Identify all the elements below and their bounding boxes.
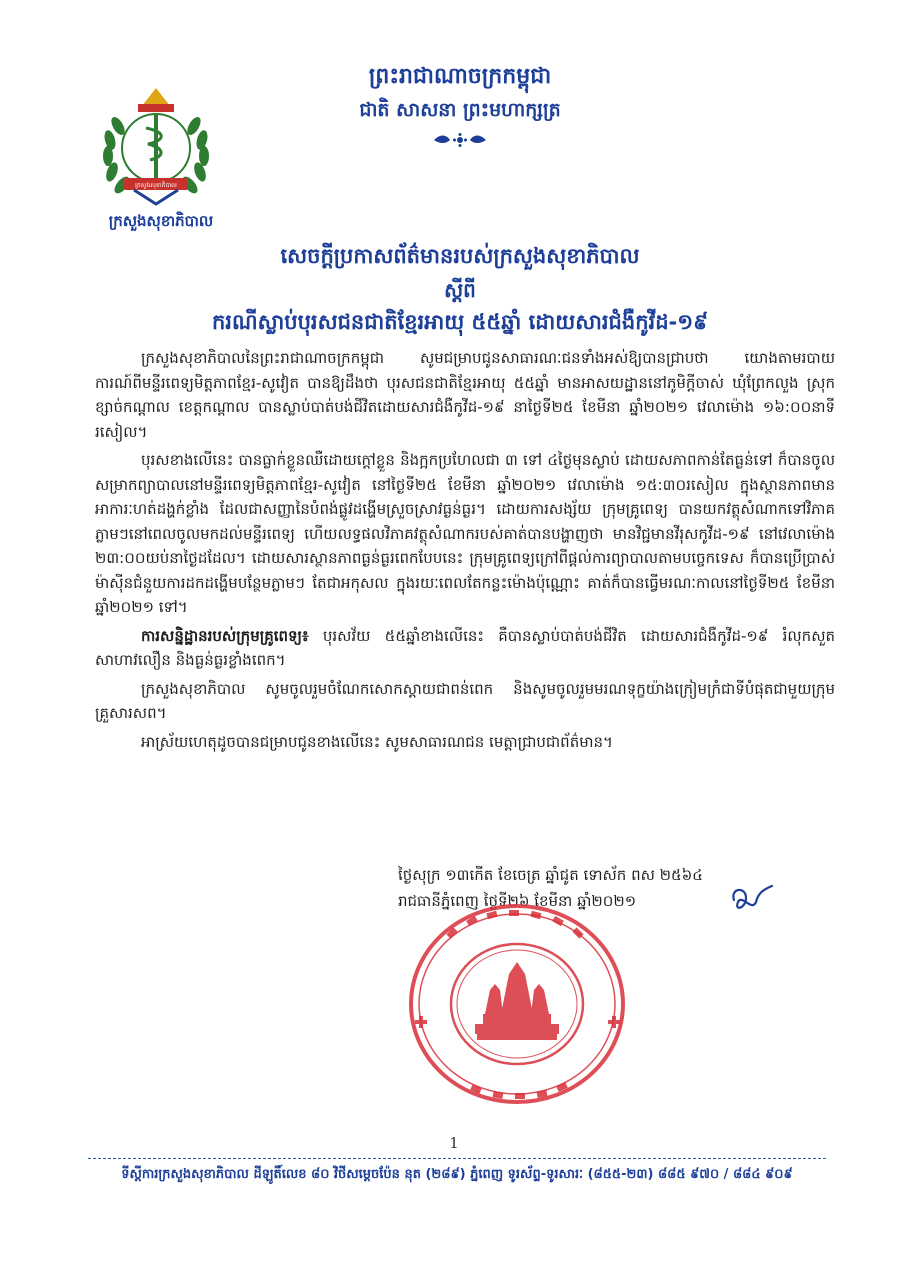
ministry-logo xyxy=(96,84,216,208)
paragraph-condolence: ក្រសួងសុខាភិបាល សូមចូលរួមចំណែកសោកស្តាយជាពន់ពេក និងសូមចូលរួមមរណទុក្ខយ៉ាងក្រៀមក្រំជាទីបំផុតជាមួយក្រុមគ្រួសារសព។ xyxy=(95,679,835,722)
footer-divider xyxy=(88,1158,826,1159)
lunar-date: ថ្ងៃសុក្រ ១៣កើត ខែចេត្រ ឆ្នាំជូត ទោស័ក ពស ២៥៦៤ xyxy=(398,866,703,884)
press-release-body xyxy=(95,346,835,758)
paragraph-report: ក្រសួងសុខាភិបាលនៃព្រះរាជាណាចក្រកម្ពុជា សូមជម្រាបជូនសាធារណៈជនទាំងអស់ឱ្យបានជ្រាបថា យោងតាមរបាយការណ៍ពីមន្ទីរពេទ្យមិត្តភាពខ្មែរ-សូវៀត បានឱ្យដឹងថា បុរសជនជាតិខ្មែរអាយុ ៥៥ឆ្នាំ មានអាសយដ្ឋាននៅភូមិក្តីចាស់ ឃុំព្រែកលួង ស្រុកខ្សាច់កណ្តាល ខេត្តកណ្តាល បានស្លាប់បាត់បង់ជីវិតដោយសារជំងឺកូវីដ-១៩ នាថ្ងៃទី២៥ ខែមីនា ឆ្នាំ២០២១ វេលាម៉ោង ១៦:០០នាទីរសៀល។ xyxy=(95,349,835,441)
page-number: 1 xyxy=(449,1134,459,1152)
ministry-name: ក្រសួងសុខាភិបាល xyxy=(108,212,214,230)
official-stamp-icon xyxy=(405,900,630,1108)
paragraph-closing: អាស្រ័យហេតុដូចបានជម្រាបជូនខាងលើនេះ សូមសាធារណជន មេត្តាជ្រាបជាព័ត៌មាន។ xyxy=(141,732,613,751)
kingdom-heading: ព្រះរាជាណាចក្រកម្ពុជា xyxy=(368,64,552,89)
solar-date: រាជធានីភ្នំពេញ ថ្ងៃទី២៦ ខែមីនា ឆ្នាំ២០២១ xyxy=(398,892,637,910)
ornament-divider-icon xyxy=(430,132,490,148)
title-about: ស្តីពី xyxy=(444,278,476,302)
paragraph-details: បុរសខាងលើនេះ បានធ្លាក់ខ្លួនឈឺដោយក្តៅខ្លួន និងក្អកប្រហែលជា ៣ ទៅ ៤ថ្ងៃមុនស្លាប់ ដោយសភាពកាន់តែធ្ងន់ទៅ ក៏បានចូលសម្រាកព្យាបាលនៅមន្ទីរពេទ្យមិត្តភាពខ្មែរ-សូវៀត នៅថ្ងៃទី២៥ ខែមីនា ឆ្នាំ២០២១ វេលាម៉ោង ១៥:៣០រសៀល ក្នុងស្ថានភាពមានអាការៈហត់ដង្ហក់ខ្លាំង ដែលជាសញ្ញានៃបំពង់ផ្លូវដង្ហើមស្រួចស្រាវធ្ងន់ធ្ងរ។ ដោយការសង្ស័យ ក្រុមគ្រូពេទ្យ បានយកវត្ថុសំណាកទៅវិភាគភ្លាមៗនៅពេលចូលមកដល់មន្ទីរពេទ្យ ហើយលទ្ធផលវិភាគវត្ថុសំណាករបស់គាត់បានបង្ហាញថា មានវិជ្ជមានវីរុសកូវីដ-១៩ នៅវេលាម៉ោង ២៣:០០យប់នាថ្ងៃដដែល។ ដោយសារស្ថានភាពធ្ងន់ធ្ងរពេកបែបនេះ ក្រុមគ្រូពេទ្យក្រៅពីផ្តល់ការព្យាបាលតាមបច្ចេកទេស ក៏បានប្រើប្រាស់ម៉ាស៊ីនជំនួយការដកដង្ហើមបន្ថែមភ្លាមៗ តែជាអកុសល ក្នុងរយៈពេលតែកន្លះម៉ោងប៉ុណ្ណោះ គាត់ក៏បានធ្វើមរណៈកាលនៅថ្ងៃទី២៥ ខែមីនា ឆ្នាំ២០២១ ទៅ។ xyxy=(95,451,835,616)
signature-icon xyxy=(728,882,776,918)
paragraph-conclusion xyxy=(95,624,835,673)
conclusion-text: បុរសវ័យ ៥៥ឆ្នាំខាងលើនេះ គឺបានស្លាប់បាត់បង់ជីវិត ដោយសារជំងឺកូវីដ-១៩ រំលុកសួតសាហាវលឿន និងធ្ងន់ធ្ងរខ្លាំងពេក។ xyxy=(95,626,835,669)
conclusion-label: ការសន្និដ្ឋានរបស់ក្រុមគ្រូពេទ្យ៖ xyxy=(141,626,309,645)
title-subject: ករណីស្លាប់បុរសជនជាតិខ្មែរអាយុ ៥៥ឆ្នាំ ដោយសារជំងឺកូវីដ-១៩ xyxy=(211,310,709,334)
national-motto: ជាតិ សាសនា ព្រះមហាក្សត្រ xyxy=(359,99,561,121)
logo-band-text: ក្រសួងសុខាភិបាល xyxy=(135,182,177,189)
footer-address: ទីស្តីការក្រសួងសុខាភិបាល ដីឡូតិ៍លេខ ៨០ វិថីសម្តេចប៉ែន នុត (២៨៩) ភ្នំពេញ ទូរស័ព្ទ-ទូរសារៈ (៨៥៥-២៣) ៨៨៥ ៩៧០ / ៨៨៤ ៩០៩ xyxy=(121,1167,793,1182)
press-release-title: សេចក្តីប្រកាសព័ត៌មានរបស់ក្រសួងសុខាភិបាល xyxy=(280,244,640,268)
